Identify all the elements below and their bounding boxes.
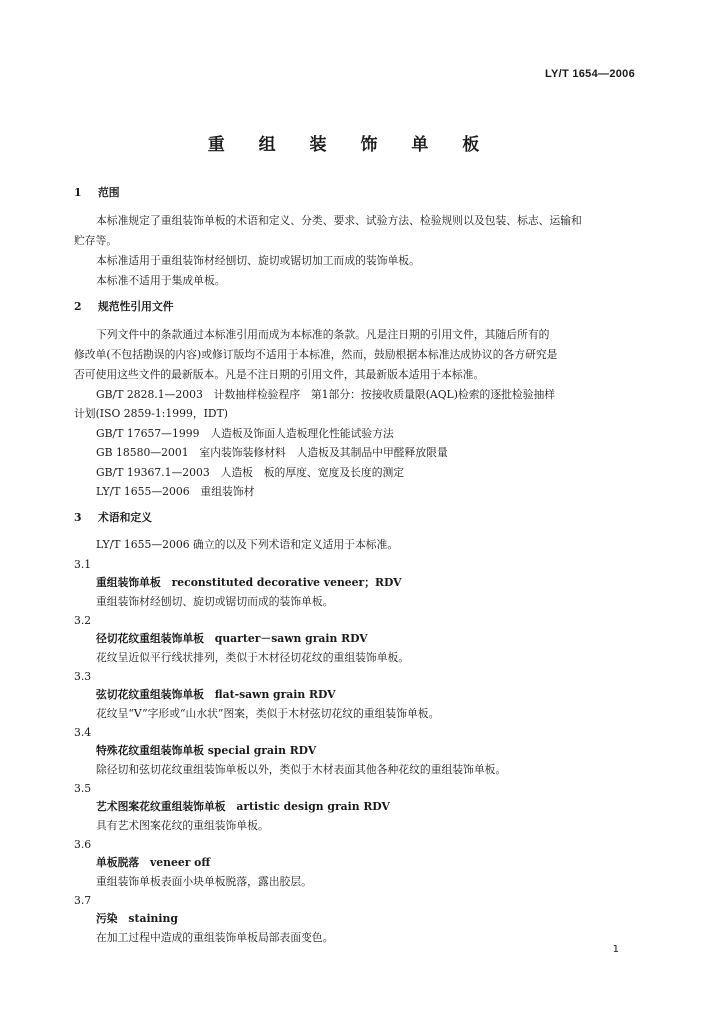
document-title: 重 组 装 饰 单 板 [207, 135, 494, 155]
term-definition: 重组装饰单板表面小块单板脱落，露出胶层。 [96, 875, 312, 888]
term-definition: 具有艺术图案花纹的重组装饰单板。 [96, 819, 269, 832]
page-number: 1 [612, 944, 619, 955]
term-definition: 在加工过程中造成的重组装饰单板局部表面变色。 [96, 931, 334, 944]
section-2-para-line-1: 下列文件中的条款通过本标准引用而成为本标准的条款。凡是注日期的引用文件，其随后所有的 [96, 328, 550, 341]
standard-number: LY/T 1654—2006 [544, 68, 635, 80]
term-number: 3.5 [74, 782, 92, 795]
term-definition: 花纹呈“V”字形或“山水状”图案，类似于木材弦切花纹的重组装饰单板。 [96, 707, 440, 720]
section-1-para-1-line-1: 本标准规定了重组装饰单板的术语和定义、分类、要求、试验方法、检验规则以及包装、标志、运输和 [96, 214, 582, 227]
term-number: 3.1 [74, 558, 92, 571]
term-number: 3.2 [74, 614, 92, 627]
term-heading: 污染 staining [96, 912, 178, 925]
reference-ly-t-1655: LY/T 1655—2006 重组装饰材 [96, 485, 255, 498]
reference-gb-t-2828-line-1: GB/T 2828.1—2003 计数抽样检验程序 第1部分：按接收质量限(AQL)检索的逐批检验抽样 [96, 388, 556, 401]
term-number: 3.4 [74, 726, 92, 739]
term-heading: 单板脱落 veneer off [96, 856, 211, 869]
term-heading: 特殊花纹重组装饰单板 special grain RDV [96, 744, 317, 757]
term-definition: 重组装饰材经刨切、旋切或锯切而成的装饰单板。 [96, 595, 334, 608]
term-number: 3.6 [74, 838, 92, 851]
reference-gb-t-19367: GB/T 19367.1—2003 人造板 板的厚度、宽度及长度的测定 [96, 466, 405, 479]
section-1-para-1-line-2: 贮存等。 [74, 234, 118, 247]
section-3-heading: 3 术语和定义 [74, 511, 152, 524]
reference-gb-t-2828-line-2: 计划(ISO 2859-1:1999，IDT) [74, 407, 228, 420]
section-2-heading: 2 规范性引用文件 [74, 300, 174, 313]
term-heading: 艺术图案花纹重组装饰单板 artistic design grain RDV [96, 800, 390, 813]
reference-gb-t-17657: GB/T 17657—1999 人造板及饰面人造板理化性能试验方法 [96, 427, 394, 440]
section-2-para-line-2: 修改单(不包括勘误的内容)或修订版均不适用于本标准，然而，鼓励根据本标准达成协议的各方研究是 [74, 348, 558, 361]
term-heading: 径切花纹重组装饰单板 quarter－sawn grain RDV [96, 632, 368, 645]
section-1-para-3: 本标准不适用于集成单板。 [96, 274, 226, 287]
term-number: 3.7 [74, 894, 92, 907]
term-heading: 重组装饰单板 reconstituted decorative veneer；RDV [96, 576, 402, 589]
section-1-heading: 1 范围 [74, 186, 120, 199]
term-number: 3.3 [74, 670, 92, 683]
reference-gb-18580: GB 18580—2001 室内装饰装修材料 人造板及其制品中甲醛释放限量 [96, 446, 448, 459]
term-definition: 花纹呈近似平行线状排列，类似于木材径切花纹的重组装饰单板。 [96, 651, 410, 664]
term-heading: 弦切花纹重组装饰单板 flat-sawn grain RDV [96, 688, 336, 701]
section-2-para-line-3: 否可使用这些文件的最新版本。凡是不注日期的引用文件，其最新版本适用于本标准。 [74, 368, 485, 381]
term-definition: 除径切和弦切花纹重组装饰单板以外，类似于木材表面其他各种花纹的重组装饰单板。 [96, 763, 507, 776]
section-1-para-2: 本标准适用于重组装饰材经刨切、旋切或锯切加工而成的装饰单板。 [96, 254, 420, 267]
section-3-intro: LY/T 1655—2006 确立的以及下列术语和定义适用于本标准。 [96, 538, 399, 551]
